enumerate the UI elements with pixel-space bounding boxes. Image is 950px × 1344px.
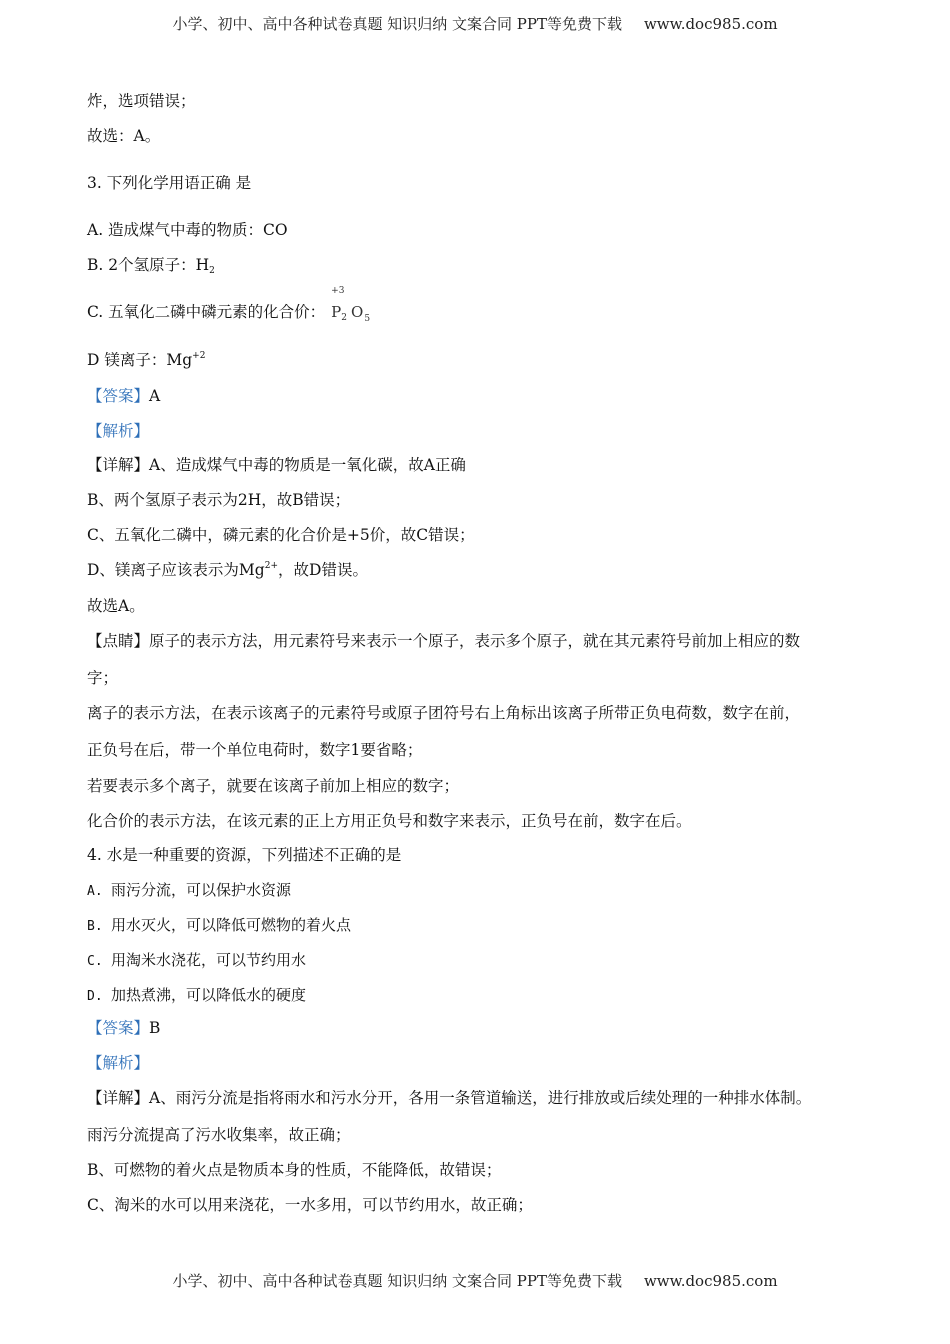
q4-stem: 4. 水是一种重要的资源，下列描述不正确的是: [87, 846, 402, 864]
detail-4-post: ，故D错误。: [278, 561, 368, 579]
q3-detail-5: 故选A。: [87, 597, 145, 615]
answer-tag: 【答案】: [87, 1019, 150, 1037]
q3-tip-3: 离子的表示方法，在表示该离子的元素符号或原子团符号右上角标出该离子所带正负电荷数，数字在前，: [87, 704, 801, 722]
intro-line-1: 炸，选项错误；: [87, 92, 196, 110]
valence-mark: +3: [331, 286, 345, 296]
formula-p: P: [331, 303, 342, 321]
q4-detail-2: 雨污分流提高了污水收集率，故正确；: [87, 1126, 351, 1144]
opt-c-key: C.: [87, 954, 103, 969]
q3-answer: [87, 387, 160, 406]
opt-d-key: D.: [87, 989, 103, 1004]
answer-tag: 【答案】: [87, 387, 150, 405]
detail-4-text: D、镁离子应该表示为Mg: [87, 561, 265, 579]
header-text: 小学、初中、高中各种试卷真题 知识归纳 文案合同 PPT等免费下载: [172, 15, 622, 33]
footer-url[interactable]: www.doc985.com: [643, 1272, 778, 1290]
formula-o: O: [351, 303, 364, 321]
q3-option-b-sub: 2: [209, 266, 215, 276]
q4-option-c: [87, 951, 306, 970]
q3-detail-2: B、两个氢原子表示为2H，故B错误；: [87, 491, 351, 509]
q3-option-b-text: B. 2个氢原子：H: [87, 256, 210, 274]
q4-answer: [87, 1019, 160, 1038]
opt-a-key: A.: [87, 884, 103, 899]
q3-tip-4: 正负号在后，带一个单位电荷时，数字1要省略；: [87, 741, 423, 759]
q4-analysis-tag: 【解析】: [87, 1054, 150, 1072]
opt-a-text: 雨污分流，可以保护水资源: [111, 881, 292, 899]
answer-value: B: [149, 1019, 161, 1037]
intro-line-2: 故选：A。: [87, 127, 161, 145]
q3-analysis-tag: 【解析】: [87, 422, 150, 440]
q3-detail-1: [87, 456, 466, 475]
q3-detail-4: [87, 561, 368, 580]
answer-value: A: [149, 387, 161, 405]
q3-option-d: [87, 351, 205, 370]
detail-text: A、造成煤气中毒的物质是一氧化碳，故A正确: [149, 456, 466, 474]
q3-tip-6: 化合价的表示方法，在该元素的正上方用正负号和数字来表示，正负号在前，数字在后。: [87, 812, 692, 830]
detail-4-sup: 2+: [264, 561, 279, 571]
q4-detail-3: B、可燃物的着火点是物质本身的性质，不能降低，故错误；: [87, 1161, 502, 1179]
q3-option-b: [87, 256, 215, 277]
q3-option-d-text: D 镁离子：Mg: [87, 351, 193, 369]
page-header: [0, 13, 950, 34]
q4-option-d: [87, 986, 306, 1005]
q3-tip-1: [87, 632, 800, 651]
q3-option-d-sup: +2: [192, 351, 206, 361]
header-url[interactable]: www.doc985.com: [643, 15, 778, 33]
formula-o-sub: 5: [364, 314, 371, 324]
detail-tag: 【详解】: [87, 1089, 150, 1107]
q4-option-a: [87, 881, 291, 900]
q3-tip-2: 字；: [87, 669, 119, 687]
q4-detail-4: C、淘米的水可以用来浇花，一水多用，可以节约用水，故正确；: [87, 1196, 533, 1214]
opt-b-text: 用水灭火，可以降低可燃物的着火点: [111, 916, 352, 934]
detail-tag: 【详解】: [87, 456, 150, 474]
q3-option-a: A. 造成煤气中毒的物质：CO: [87, 221, 288, 239]
q3-option-c: [87, 286, 371, 325]
opt-d-text: 加热煮沸，可以降低水的硬度: [111, 986, 307, 1004]
q4-detail-1: [87, 1089, 811, 1108]
q3-option-c-text: C. 五氧化二磷中磷元素的化合价：: [87, 303, 326, 321]
q3-detail-3: C、五氧化二磷中，磷元素的化合价是+5价，故C错误；: [87, 526, 475, 544]
q3-tip-5: 若要表示多个离子，就要在该离子前加上相应的数字；: [87, 777, 460, 795]
page-footer: [0, 1270, 950, 1291]
opt-b-key: B.: [87, 919, 103, 934]
tip-tag: 【点睛】: [87, 632, 150, 650]
q4-option-b: [87, 916, 351, 935]
q3-stem: 3. 下列化学用语正确 是: [87, 174, 252, 192]
valence-formula: [331, 286, 371, 325]
formula-p-sub: 2: [341, 313, 347, 323]
footer-text: 小学、初中、高中各种试卷真题 知识归纳 文案合同 PPT等免费下载: [172, 1272, 622, 1290]
tip-text: 原子的表示方法，用元素符号来表示一个原子，表示多个原子，就在其元素符号前加上相应的数: [149, 632, 801, 650]
detail-text: A、雨污分流是指将雨水和污水分开，各用一条管道输送，进行排放或后续处理的一种排水体制。: [149, 1089, 812, 1107]
opt-c-text: 用淘米水浇花，可以节约用水: [111, 951, 307, 969]
